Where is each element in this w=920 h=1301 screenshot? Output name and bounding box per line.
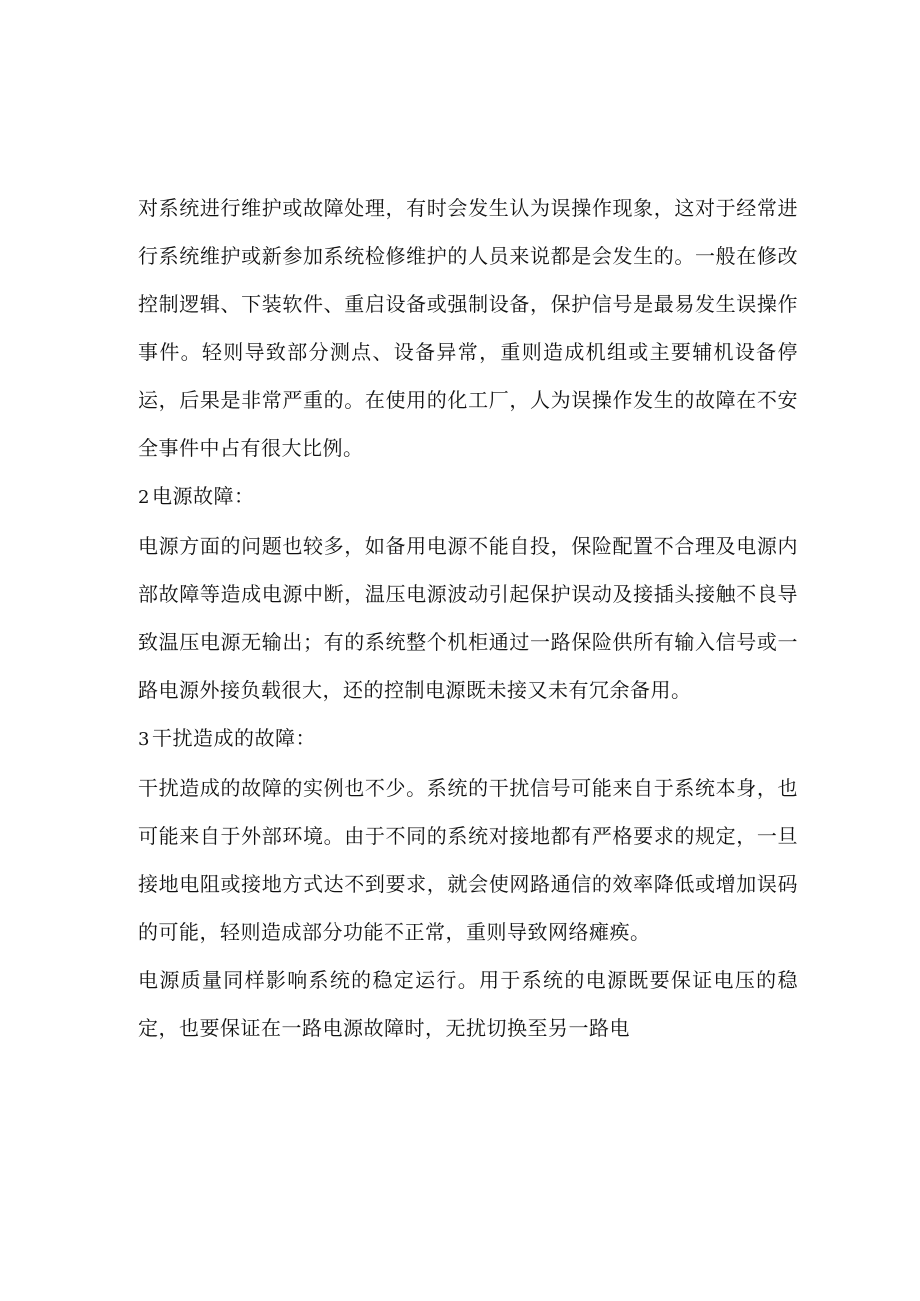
paragraph-power-issues: 电源方面的问题也较多，如备用电源不能自投，保险配置不合理及电源内部故障等造成电源中断，温压电源波动引起保护误动及接插头接触不良导致温压电源无输出；有的系统整个机柜通过一路保险供所有输入信号或一路电源外接负载很大，还的控制电源既未接又未有冗余备用。 <box>138 534 798 702</box>
paragraph-interference: 干扰造成的故障的实例也不少。系统的干扰信号可能来自于系统本身，也可能来自于外部环境。由于不同的系统对接地都有严格要求的规定，一旦接地电阻或接地方式达不到要求，就会使网路通信的效率降低或增加误码的可能，轻则造成部分功能不正常，重则导致网络瘫痪。 <box>138 776 798 944</box>
section-number: 3 <box>138 729 150 750</box>
section-heading-interference <box>138 714 798 764</box>
paragraph-power-quality: 电源质量同样影响系统的稳定运行。用于系统的电源既要保证电压的稳定，也要保证在一路电源故障时，无扰切换至另一路电 <box>138 968 798 1040</box>
section-title: 电源故障： <box>151 484 255 508</box>
section-heading-power-failure <box>138 472 798 522</box>
paragraph-misoperation: 对系统进行维护或故障处理，有时会发生认为误操作现象，这对于经常进行系统维护或新参加系统检修维护的人员来说都是会发生的。一般在修改控制逻辑、下装软件、重启设备或强制设备，保护信号是最易发生误操作事件。轻则导致部分测点、设备异常，重则造成机组或主要辅机设备停运，后果是非常严重的。在使用的化工厂，人为误操作发生的故障在不安全事件中占有很大比例。 <box>138 196 798 460</box>
section-title: 干扰造成的故障： <box>151 726 316 750</box>
document-body <box>138 184 798 1052</box>
section-number: 2 <box>138 487 150 508</box>
